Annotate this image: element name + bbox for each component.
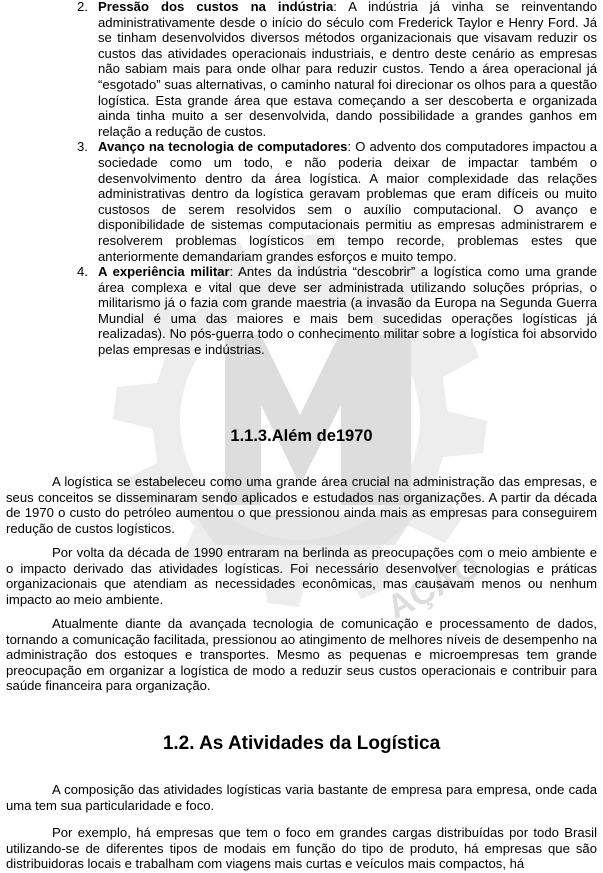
list-item-text: : O advento dos computadores impactou a sociedade como um todo, e não poderia deixar de impactar também o desenvolvimento dentro da área logística. A maior complexidade das relações administrativas dentro da logística geravam problemas que eram difíceis ou muito custosos de serem resolvidos sem o auxílio computacional. O avanço e disponibilidade de sistemas computacionais permitiu as empresas administrarem e resolverem problemas logísticos em tempo recorde, problemas estes que anteriormente demandariam grandes esforços e muito tempo. bbox=[98, 139, 597, 264]
list-item-text: : Antes da indústria “descobrir” a logística como uma grande área complexa e vital que deve ser administrada utilizando soluções próprias, o militarismo já o fazia com grande maestria (a invasão da Europa na Segunda Guerra Mundial é uma das maiores e mais bem sucedidas operações logísticas já realizadas). No pós-guerra todo o conhecimento militar sobre a logística foi absorvido pelas empresas e indústrias. bbox=[98, 264, 597, 358]
list-item bbox=[0, 0, 603, 139]
numbered-list bbox=[0, 0, 603, 358]
list-item-title: Avanço na tecnologia de computadores bbox=[98, 139, 348, 155]
paragraph: A composição das atividades logísticas varia bastante de empresa para empresa, onde cada uma tem sua particularidade e foco. bbox=[6, 782, 597, 813]
list-item bbox=[0, 264, 603, 358]
list-item-title: A experiência militar bbox=[98, 264, 230, 280]
list-number: 2. bbox=[77, 0, 88, 14]
list-number: 3. bbox=[77, 139, 88, 155]
paragraph: A logística se estabeleceu como uma grande área crucial na administração das empresas, e seus conceitos se disseminaram sendo aplicados e estudados nas organizações. A partir da década de 1970 o custo do petróleo aumentou o que pressionou ainda mais as empresas para conseguirem redução de custos logísticos. bbox=[6, 474, 597, 536]
paragraph: Por volta da década de 1990 entraram na berlinda as preocupações com o meio ambiente e o impacto derivado das atividades logísticas. Foi necessário desenvolver tecnologias e práticas organizacionais que atendiam as necessidades econômicas, mas causavam menos ou nenhum impacto ao meio ambiente. bbox=[6, 545, 597, 607]
list-item-text: : A indústria já vinha se reinventando administrativamente desde o início do século com Frederick Taylor e Henry Ford. Já se tinham desenvolvidos diversos métodos organizacionais que visavam reduzir os custos das atividades operacionais industriais, e dentro deste cenário as empresas não sabiam mais para onde olhar para reduzir custos. Tendo a área operacional já “esgotado” suas alternativas, o caminho natural foi direcionar os olhos para a questão logística. Esta grande área que estava começando a ser descoberta e organizada ainda tinha muito a ser desenvolvida, dando possibilidade a grandes ganhos em relação a redução de custos. bbox=[98, 0, 598, 139]
paragraph: Por exemplo, há empresas que tem o foco em grandes cargas distribuídas por todo Brasil utilizando-se de diferentes tipos de modais em função do tipo de produto, há empresas que são distribuidoras locais e trabalham com viagens mais curtas e veículos mais compactos, há bbox=[6, 825, 597, 872]
section-heading-1-2: 1.2. As Atividades da Logística bbox=[162, 733, 441, 754]
watermark-text: AÇÃO bbox=[380, 546, 488, 628]
section-heading-1-1-3: 1.1.3.Além de1970 bbox=[230, 427, 373, 445]
paragraph: Atualmente diante da avançada tecnologia de comunicação e processamento de dados, tornando a comunicação facilitada, pressionou ao atingimento de melhores níveis de desempenho na administração dos estoques e transportes. Mesmo as pequenas e microempresas tem grande preocupação em organizar a logística de modo a reduzir seus custos operacionais e contribuir para saúde financeira para organização. bbox=[6, 616, 597, 694]
list-item bbox=[0, 139, 603, 264]
list-item-title: Pressão dos custos na indústria bbox=[98, 0, 334, 14]
list-number: 4. bbox=[77, 264, 88, 280]
